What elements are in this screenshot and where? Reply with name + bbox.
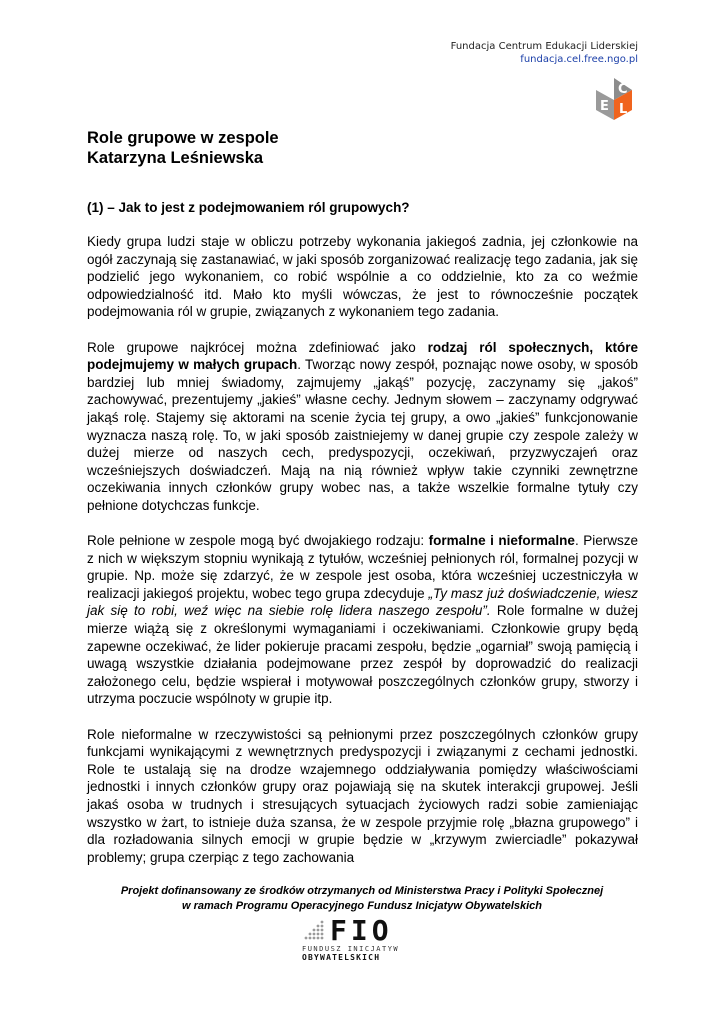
- footer-note: [0, 884, 724, 914]
- section-heading: (1) – Jak to jest z podejmowaniem ról grupowych?: [87, 200, 410, 215]
- body-text: [87, 233, 638, 884]
- title-line-1: Role grupowe w zespole: [87, 129, 279, 147]
- fio-line-2: OBYWATELSKICH: [302, 953, 381, 962]
- p2-text-a: Role grupowe najkrócej można zdefiniować jako: [87, 339, 428, 355]
- paragraph-4: Role nieformalne w rzeczywistości są pełnionymi przez poszczególnych członków grupy funkcjami wynikającymi z wewnętrznych predyspozycji i związanymi z cechami jednostki. Role te ustalają się na drodze wzajemnego oddziaływania pomiędzy właściwościami jednostki i innych członków grupy oraz pojawiają się na skutek interakcji grupowej. Jeśli jakaś osoba w trudnych i stresujących sytuacjach życiowych radzi sobie zamieniając wszystko w żart, to istnieje duża szansa, że w zespole przyjmie rolę „błazna grupowego” i dla rozładowania silnych emocji w grupie będzie w „krzywym zwierciadle” pokazywał problemy; grupa czerpiąc z tego zachowania: [87, 726, 638, 865]
- fio-dots-icon: [305, 921, 324, 940]
- paragraph-3: [87, 532, 638, 708]
- p3-text-c: . Pierwsze z nich w większym stopniu wynikają z tytułów, wcześniej pełnionych ról, formalnej pozycji w grupie. Np. może się zdarzyć, że w zespole jest osoba, która wcześniej uczestniczyła w realizacji jakiegoś projektu, wobec tego grupa zdecyduje: [87, 533, 638, 601]
- p3-text-a: Role pełnione w zespole mogą być dwojakiego rodzaju:: [87, 533, 429, 549]
- cel-logo: [594, 76, 636, 122]
- footer-line-1: Projekt dofinansowany ze środków otrzymanych od Ministerstwa Pracy i Polityki Społecznej: [120, 885, 604, 897]
- org-url-link[interactable]: fundacja.cel.free.ngo.pl: [520, 54, 638, 65]
- p2-bold-definition: rodzaj ról społecznych, które podejmujemy w małych grupach: [87, 339, 639, 373]
- org-name: Fundacja Centrum Edukacji Liderskiej: [450, 41, 638, 52]
- logo-letter-l: L: [619, 102, 628, 117]
- paragraph-2: [87, 339, 638, 515]
- document-title: [87, 128, 279, 168]
- p3-text-e: Role formalne w dużej mierze wiążą się z określonymi wymaganiami i oczekiwaniami. Członkowie grupy będą zapewne oczekiwać, że lider pokieruje pracami zespołu, będzie „ogarniał” swoją pamięcią i uwagą wszystkie działania podejmowane przez zespół by doprowadzić do realizacji założonego celu, będzie wspierał i motywował poszczególnych członków grupy, stworzy i utrzyma poczucie wspólnoty w grupie itp.: [87, 603, 638, 707]
- title-author: Katarzyna Leśniewska: [87, 149, 264, 167]
- p3-italic-quote: „Ty masz już doświadczenie, wiesz jak się to robi, weź więc na siebie rolę lidera naszego zespołu”.: [87, 585, 638, 619]
- fio-line-1: FUNDUSZ INICJATYW: [302, 945, 400, 953]
- org-header: [451, 40, 638, 66]
- logo-letter-e: E: [600, 99, 609, 114]
- logo-letter-c: C: [618, 82, 628, 97]
- fio-logo: [296, 912, 432, 962]
- footer-line-2: w ramach Programu Operacyjnego Fundusz Inicjatyw Obywatelskich: [181, 900, 543, 912]
- p3-bold-role-types: formalne i nieformalne: [428, 533, 575, 549]
- fio-mark: FIO: [330, 914, 393, 947]
- paragraph-1: Kiedy grupa ludzi staje w obliczu potrzeby wykonania jakiegoś zadnia, jej członkowie na ogół zaczynają się zastanawiać, w jaki sposób zorganizować realizację tego zadania, jak się podzielić jego wykonaniem, co robić wspólnie a co oddzielnie, kto za co weźmie odpowiedzialność itd. Mało kto myśli wówczas, że jest to równocześnie początek podejmowania ról w grupie, związanych z wykonaniem tego zadania.: [87, 234, 638, 320]
- p2-text-c: . Tworząc nowy zespół, poznając nowe osoby, w sposób bardziej lub mniej świadomy, zajmujemy „jakąś” pozycję, zaczynamy się „jakoś” zachowywać, prezentujemy „jakieś” własne cechy. Jednym słowem – zaczynamy odgrywać jakąś rolę. Stajemy się aktorami na scenie życia tej grupy, a owo „jakieś” funkcjonowanie wyznacza naszą rolę. To, w jaki sposób zaistniejemy w danej grupie czy zespole zależy w dużej mierze od naszych cech, predyspozycji, oczekiwań, przyzwyczajeń oraz wcześniejszych doświadczeń. Mają na nią również wpływ takie czynniki zewnętrzne oczekiwania innych członków grupy wobec nas, a także wszelkie formalne tytuły czy pełnione dotychczas funkcje.: [87, 357, 638, 513]
